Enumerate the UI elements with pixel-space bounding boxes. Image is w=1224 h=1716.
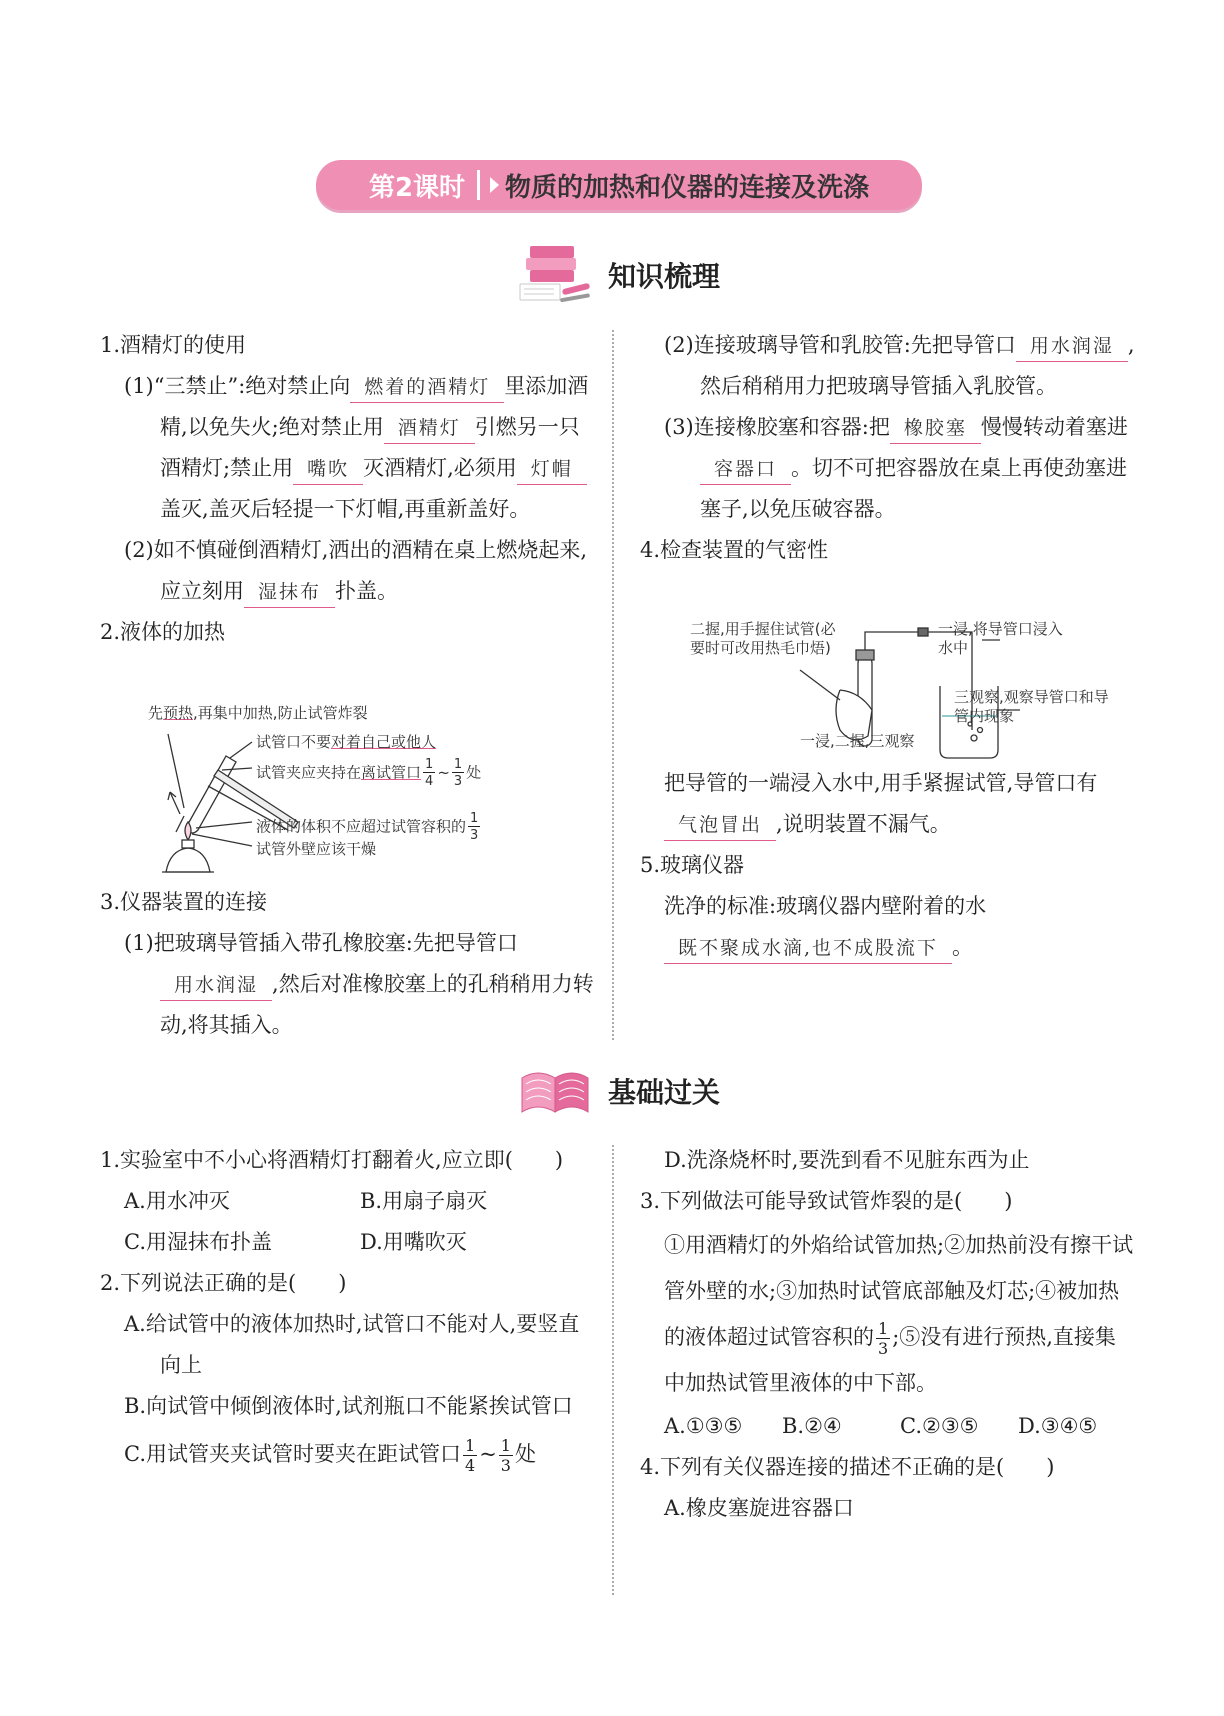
k3-paragraph-3: (3)连接橡胶塞和容器:把 橡胶塞 慢慢转动着塞进容器口 。切不可把容器放在桌上再使劲塞进塞子,以免压破容器。: [664, 415, 1128, 521]
k1-title: 1.酒精灯的使用: [100, 333, 247, 357]
q3-body: ①用酒精灯的外焰给试管加热;②加热前没有擦干试管外壁的水;③加热时试管底部触及灯芯;④被加热的液体超过试管容积的 $\frac{1}{3}$ ;⑤没有进行预热,直接集中加热试管里液体的中下部。: [664, 1233, 1134, 1395]
answer-blank: 橡胶塞: [890, 413, 981, 444]
q3-option-b: B.②④: [782, 1414, 842, 1438]
answer-blank: 嘴吹: [293, 454, 363, 485]
fig-label-observe: 三观察,观察导管口和导管内现象: [954, 688, 1109, 725]
column-divider-2: [612, 1145, 614, 1595]
q3-options: [640, 1406, 1136, 1447]
q1-options-row-2: [100, 1222, 596, 1263]
q2-option-d: D.洗涤烧杯时,要洗到看不见脏东西为止: [664, 1148, 1030, 1172]
q1-option-c: C.用湿抹布扑盖: [124, 1230, 272, 1254]
q3-stem: 3.下列做法可能导致试管炸裂的是( ): [640, 1189, 1013, 1213]
lesson-banner: [316, 160, 922, 210]
q1-option-a: A.用水冲灭: [124, 1189, 230, 1213]
fig-label-clamp: 试管夹应夹持在离试管口 $\frac{1}{4}$ ~ $\frac{1}{3}$ 处: [256, 757, 482, 789]
k5-paragraph: 洗净的标准:玻璃仪器内壁附着的水既不聚成水滴,也不成股流下 。: [640, 886, 1136, 968]
k1-paragraph-2: (2)如不慎碰倒酒精灯,洒出的酒精在桌上燃烧起来,应立刻用 湿抹布 扑盖。: [100, 530, 596, 612]
k3-paragraph-1: (1)把玻璃导管插入带孔橡胶塞:先把导管口用水润湿 ,然后对准橡胶塞上的孔稍稍用力转动,将其插入。: [124, 931, 594, 1037]
section-basics-title: 基础过关: [608, 1076, 721, 1109]
q4-option-a: A.橡皮塞旋进容器口: [664, 1496, 854, 1520]
k2-title: 2.液体的加热: [100, 620, 226, 644]
q2-option-b: B.向试管中倾倒液体时,试剂瓶口不能紧挨试管口: [124, 1394, 573, 1418]
k3-title: 3.仪器装置的连接: [100, 890, 268, 914]
section-knowledge-title: 知识梳理: [608, 260, 721, 293]
q3-option-d: D.③④⑤: [1018, 1414, 1098, 1438]
knowledge-right-column: [640, 325, 1136, 571]
exercise-right-column: [640, 1140, 1136, 1529]
answer-blank: 气泡冒出: [664, 810, 776, 841]
answer-blank: 燃着的酒精灯: [350, 372, 504, 403]
answer-blank: 容器口: [700, 454, 791, 485]
lesson-number: 第2课时: [368, 172, 466, 203]
answer-blank: 酒精灯: [384, 413, 475, 444]
answer-blank: 既不聚成水滴,也不成股流下: [664, 933, 952, 964]
k3-paragraph-2: (2)连接玻璃导管和乳胶管:先把导管口 用水润湿 ,然后稍稍用力把玻璃导管插入乳胶管。: [664, 333, 1135, 398]
q1-option-b: B.用扇子扇灭: [360, 1189, 488, 1213]
knowledge-right-column-2: [640, 763, 1136, 968]
heating-liquid-figure: [148, 704, 588, 884]
fig-label-summary: 一浸,二握,三观察: [800, 732, 915, 750]
fig-label-volume: 液体的体积不应超过试管容积的 $\frac{1}{3}$: [256, 811, 479, 843]
banner-separator: [477, 170, 480, 200]
q3-option-a: A.①③⑤: [664, 1414, 743, 1438]
section-knowledge-header: [516, 242, 720, 308]
banner-arrow-icon: [490, 177, 499, 193]
answer-blank: 灯帽: [517, 454, 587, 485]
section-basics-header: [516, 1060, 720, 1122]
fig-label-immerse: 一浸,将导管口浸入水中: [938, 620, 1063, 657]
q1-options-row-1: [100, 1181, 596, 1222]
k1-paragraph-1: (1)“三禁止”:绝对禁止向 燃着的酒精灯 里添加酒精,以免失火;绝对禁止用 酒精灯 引燃另一只酒精灯;禁止用 嘴吹 灭酒精灯,必须用 灯帽盖灭,盖灭后轻提一下灯帽,再重新盖好。: [124, 374, 589, 521]
k5-title: 5.玻璃仪器: [640, 853, 745, 877]
fig-label-mouth: 试管口不要对着自己或他人: [256, 733, 437, 751]
open-book-icon: [516, 1060, 594, 1122]
k4-paragraph: 把导管的一端浸入水中,用手紧握试管,导管口有气泡冒出 ,说明装置不漏气。: [640, 763, 1136, 845]
q1-option-d: D.用嘴吹灭: [360, 1230, 467, 1254]
exercise-left-column: [100, 1140, 596, 1481]
lesson-title: 物质的加热和仪器的连接及洗涤: [505, 172, 870, 203]
q1-stem: 1.实验室中不小心将酒精灯打翻着火,应立即( ): [100, 1148, 564, 1172]
k4-title: 4.检查装置的气密性: [640, 538, 829, 562]
answer-blank: 用水润湿: [1016, 331, 1128, 362]
fig-label-preheat: 先预热,再集中加热,防止试管炸裂: [148, 704, 368, 722]
answer-blank: 用水润湿: [160, 970, 272, 1001]
airtightness-figure: [690, 620, 1120, 770]
fig-label-grip: 二握,用手握住试管(必要时可改用热毛巾焐): [690, 620, 836, 657]
q4-stem: 4.下列有关仪器连接的描述不正确的是( ): [640, 1455, 1055, 1479]
knowledge-left-column-2: [100, 882, 596, 1046]
q3-option-c: C.②③⑤: [900, 1414, 979, 1438]
fig-label-dry: 试管外壁应该干燥: [256, 840, 377, 858]
answer-blank: 湿抹布: [244, 577, 335, 608]
q2-stem: 2.下列说法正确的是( ): [100, 1271, 347, 1295]
column-divider: [612, 330, 614, 1040]
knowledge-left-column: [100, 325, 596, 653]
q2-option-c: C.用试管夹夹试管时要夹在距试管口 $\frac{1}{4}$ ~ $\frac{1}{3}$ 处: [124, 1435, 536, 1475]
q2-option-a: A.给试管中的液体加热时,试管口不能对人,要竖直向上: [124, 1312, 580, 1377]
books-icon: [516, 242, 594, 308]
